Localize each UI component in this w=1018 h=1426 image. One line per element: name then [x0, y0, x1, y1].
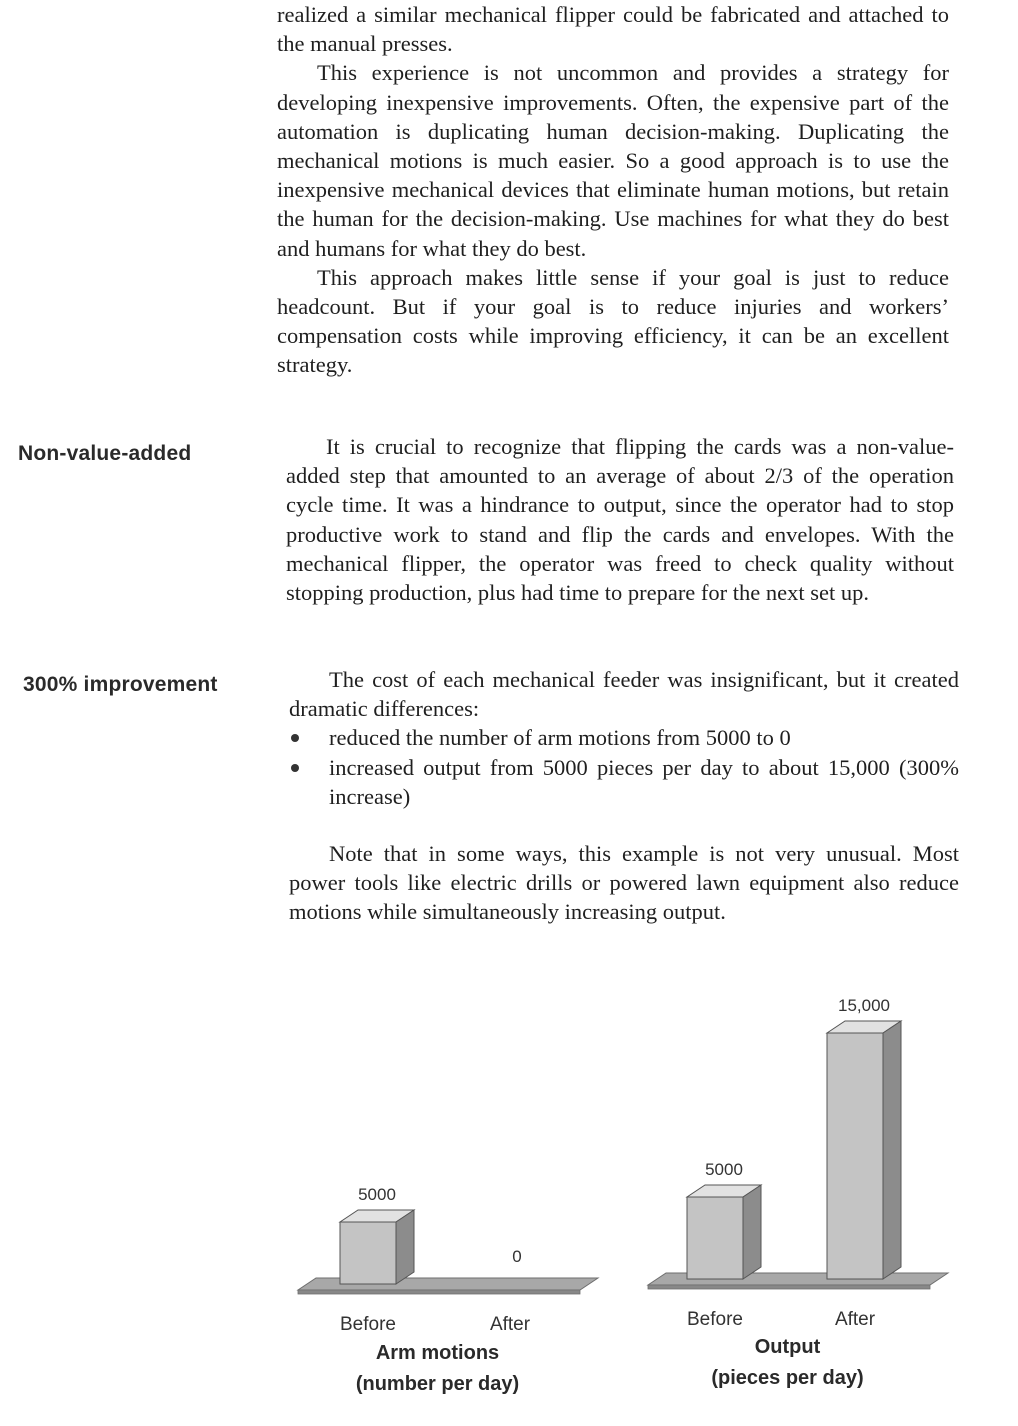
chart-arm-motions-caption — [310, 1338, 565, 1400]
chart-bar-side-before — [396, 1210, 414, 1284]
chart-output-svg — [640, 975, 960, 1335]
chart-floor-edge — [648, 1285, 930, 1289]
paragraph-non-value-added: It is crucial to recognize that flipping the cards was a non-value-added step that amounted to an average of about 2/3 of the operation cycle time. It was a hindrance to output, since the operator had to stop productive work to stand and flip the cards and envelopes. With the mechanical flipper, the operator was freed to check quality without stopping production, plus had time to prepare for the next set up. — [286, 434, 954, 606]
intro-text-block — [277, 0, 949, 380]
paragraph-power-tools-note: Note that in some ways, this example is not very unusual. Most power tools like electric drills or powered lawn equipment also reduce motions while simultaneously increasing output. — [289, 841, 959, 925]
chart-arm-motions-subtitle: (number per day) — [355, 1373, 520, 1395]
chart-category-label: Before — [340, 1314, 396, 1335]
chart-arm-motions-svg — [290, 1140, 610, 1340]
chart-value-label: 15,000 — [838, 996, 890, 1015]
chart-bar-side-before — [743, 1185, 761, 1279]
improvement-bullet-list — [289, 723, 959, 811]
chart-bar-before — [687, 1197, 743, 1279]
chart-output — [640, 975, 960, 1335]
chart-output-title: Output — [754, 1336, 821, 1358]
chart-bar-before — [340, 1222, 396, 1284]
bullet-text-output: increased output from 5000 pieces per day to about 15,000 (300% increase) — [329, 754, 959, 809]
bullet-item — [289, 723, 959, 752]
paragraph-continuation: realized a similar mechanical flipper could be fabricated and attached to the manual presses. — [277, 2, 949, 57]
paragraph-feeder-cost: The cost of each mechanical feeder was insignificant, but it created dramatic differences: — [289, 667, 959, 722]
chart-value-label: 0 — [512, 1247, 522, 1266]
side-label-300-improvement: 300% improvement — [23, 673, 218, 696]
chart-output-caption — [660, 1332, 915, 1394]
chart-arm-motions-title: Arm motions — [375, 1342, 500, 1364]
chart-bar-side-after — [883, 1021, 901, 1279]
chart-output-subtitle: (pieces per day) — [711, 1367, 864, 1389]
chart-category-label: Before — [687, 1309, 743, 1330]
side-label-non-value-added: Non-value-added — [18, 442, 192, 465]
chart-value-label: 5000 — [705, 1160, 743, 1179]
chart-category-label: After — [834, 1309, 876, 1330]
paragraph-headcount: This approach makes little sense if your goal is just to reduce headcount. But if your goal is to reduce injuries and workers’ compensation costs while improving efficiency, it can be an excellent strategy. — [277, 264, 949, 378]
chart-value-label: 5000 — [358, 1185, 396, 1204]
bullet-text-arm-motions: reduced the number of arm motions from 5000 to 0 — [329, 725, 791, 751]
chart-category-label: After — [489, 1314, 531, 1335]
chart-floor-edge — [298, 1290, 580, 1294]
non-value-added-section — [286, 432, 954, 607]
bullet-dot-icon — [291, 764, 299, 772]
bullet-item — [289, 753, 959, 811]
improvement-section — [289, 665, 959, 927]
bullet-dot-icon — [291, 734, 299, 742]
paragraph-strategy: This experience is not uncommon and provides a strategy for developing inexpensive improvements. Often, the expensive part of the automation is duplicating human decision-making. Duplicating the mechanical motions is much easier. So a good approach is to use the inexpensive mechanical devices that eliminate human motions, but retain the human for the decision-making. Use machines for what they do best and humans for what they do best. — [277, 60, 949, 261]
chart-bar-after — [827, 1033, 883, 1279]
chart-arm-motions — [290, 1140, 610, 1340]
